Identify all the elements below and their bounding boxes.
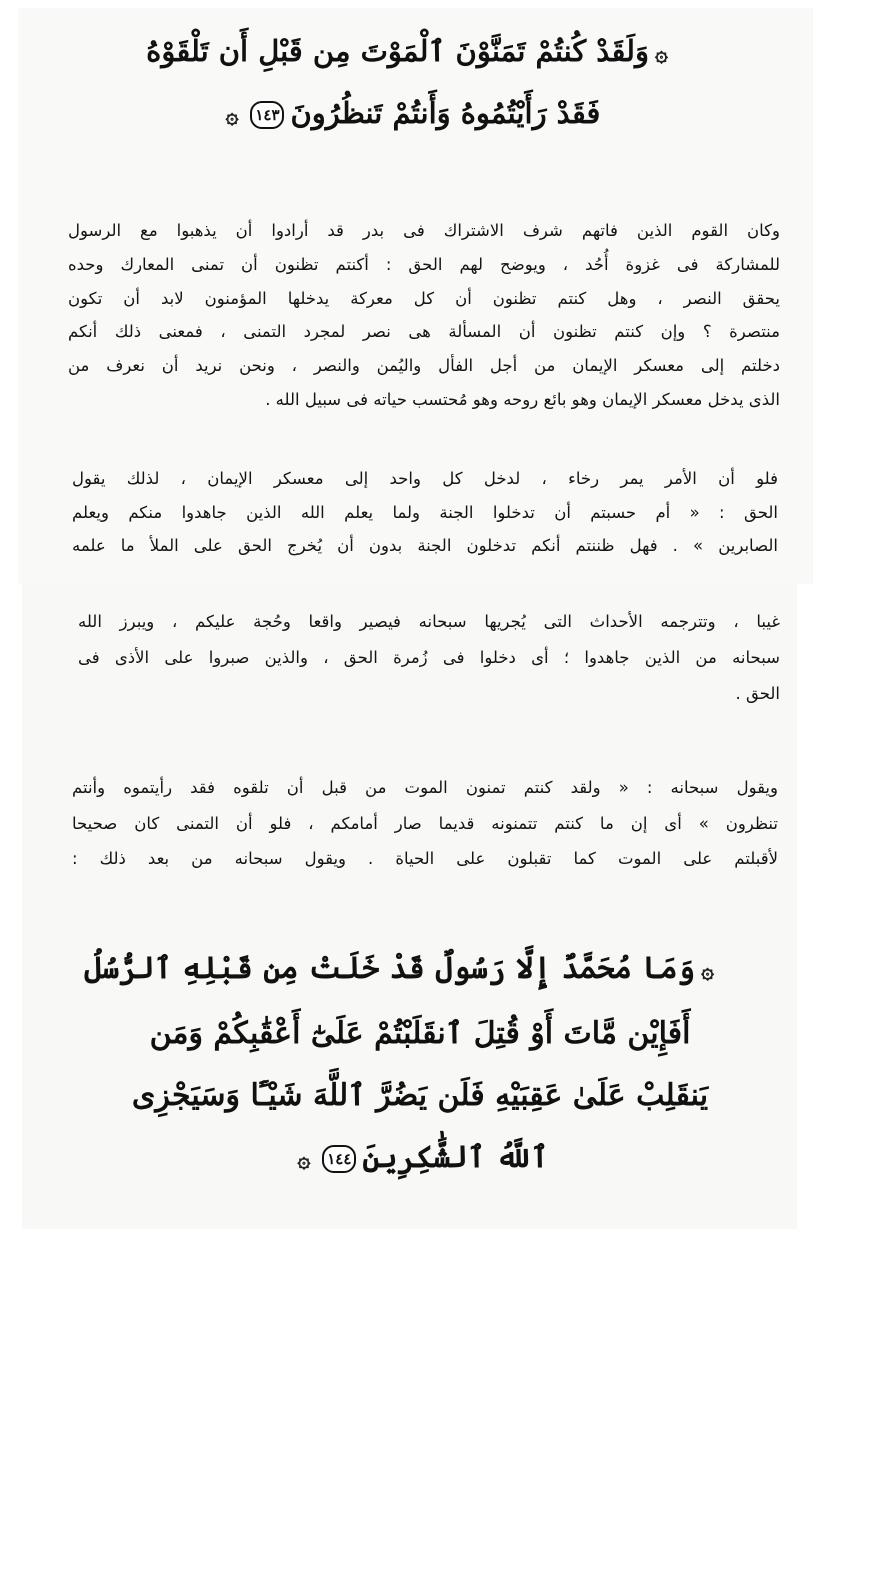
verse-143-line-1 [90,22,730,84]
verse-close-ornament-icon: ۞ [225,104,239,129]
paragraph-line: الصابرين » . فهل ظننتم أنكم تدخلون الجنة بدون أن يُخرج الحق على الملأ ما علمه [72,536,778,555]
paragraph-line: يحقق النصر ، وهل كنتم تظنون أن كل معركة يدخلها المؤمنون لابد أن تكون [68,288,780,308]
quran-verse-144 [84,938,720,1192]
paragraph-line: الحق . [735,684,780,703]
verse-open-ornament-icon: ۞ [701,959,714,984]
verse-144-text-2: أَفَإِيْن مَّاتَ أَوْ قُتِلَ ٱنقَلَبْتُمْ عَلَىٰٓ أَعْقَٰبِكُمْ وَمَن [149,1016,691,1051]
verse-144-line-1 [84,938,720,1003]
paragraph-line: الذى يدخل معسكر الإيمان وهو بائع روحه وهو مُحتسب حياته فى سبيل الله . [265,389,780,409]
verse-143-text-1: وَلَقَدْ كُنتُمْ تَمَنَّوْنَ ٱلْمَوْتَ مِن قَبْلِ أَن تَلْقَوْهُ [146,34,649,68]
verse-open-ornament-icon: ۞ [654,42,668,67]
verse-143-line-2 [90,84,730,146]
quran-verse-143 [90,22,730,146]
paragraph-line: دخلتم إلى معسكر الإيمان من أجل الفأل واليُمن والنصر ، ونحن نريد أن نعرف من [68,356,780,376]
paragraph-line: للمشاركة فى غزوة أُحُد ، ويوضح لهم الحق : أكنتم تظنون أن تمنى المعارك وحده [68,254,780,274]
paragraph-line: لأقبلتم على الموت كما تقبلون على الحياة . ويقول سبحانه من بعد ذلك : [72,849,778,869]
paragraph-line: منتصرة ؟ وإن كنتم تظنون أن المسألة هى نصر لمجرد التمنى ، فمعنى ذلك أنكم [68,322,780,342]
paragraph-line: ويقول سبحانه : « ولقد كنتم تمنون الموت من قبل أن تلقوه فقد رأيتموه وأنتم [72,778,778,797]
verse-144-line-3 [120,1065,720,1127]
verse-143-text-2: فَقَدْ رَأَيْتُمُوهُ وَأَنتُمْ تَنظُرُونَ [290,96,601,130]
commentary-paragraph-4 [72,770,778,877]
verse-144-text-4: ٱللَّهُ ٱلشَّٰكِرِينَ [362,1140,549,1175]
verse-close-ornament-icon: ۞ [297,1148,311,1173]
commentary-paragraph-2 [72,462,778,563]
paragraph-line: سبحانه من الذين جاهدوا ؛ أى دخلوا فى زُمرة الحق ، والذين صبروا على الأذى فى [78,648,780,667]
verse-144-text-3: يَنقَلِبْ عَلَىٰ عَقِبَيْهِ فَلَن يَضُرَّ ٱللَّهَ شَيْـًٔا وَسَيَجْزِى [131,1078,709,1113]
verse-144-text-1: وَمَا مُحَمَّدٌ إِلَّا رَسُولٌ قَدْ خَلَتْ مِن قَبْلِهِ ٱلرُّسُلُ [84,951,696,986]
paragraph-line: فلو أن الأمر يمر رخاء ، لدخل كل واحد إلى معسكر الإيمان ، لذلك يقول [72,469,778,488]
verse-144-line-2 [120,1003,720,1065]
paragraph-line: تنظرون » أى إن ما كنتم تتمنونه قديما صار أمامكم ، فلو أن التمنى كان صحيحا [72,813,778,833]
ayah-number-144: ١٤٤ [322,1145,356,1173]
verse-144-line-4 [120,1127,720,1192]
commentary-paragraph-3 [78,604,780,712]
paragraph-line: وكان القوم الذين فاتهم شرف الاشتراك فى بدر قد أرادوا أن يذهبوا مع الرسول [68,221,780,240]
ayah-number-143: ١٤٣ [250,101,284,129]
paragraph-line: الحق : « أم حسبتم أن تدخلوا الجنة ولما يعلم الله الذين جاهدوا منكم ويعلم [72,502,778,522]
paragraph-line: غيبا ، وتترجمه الأحداث التى يُجريها سبحانه فيصير واقعا وحُجة عليكم ، ويبرز الله [78,612,780,631]
commentary-paragraph-1 [68,214,780,417]
